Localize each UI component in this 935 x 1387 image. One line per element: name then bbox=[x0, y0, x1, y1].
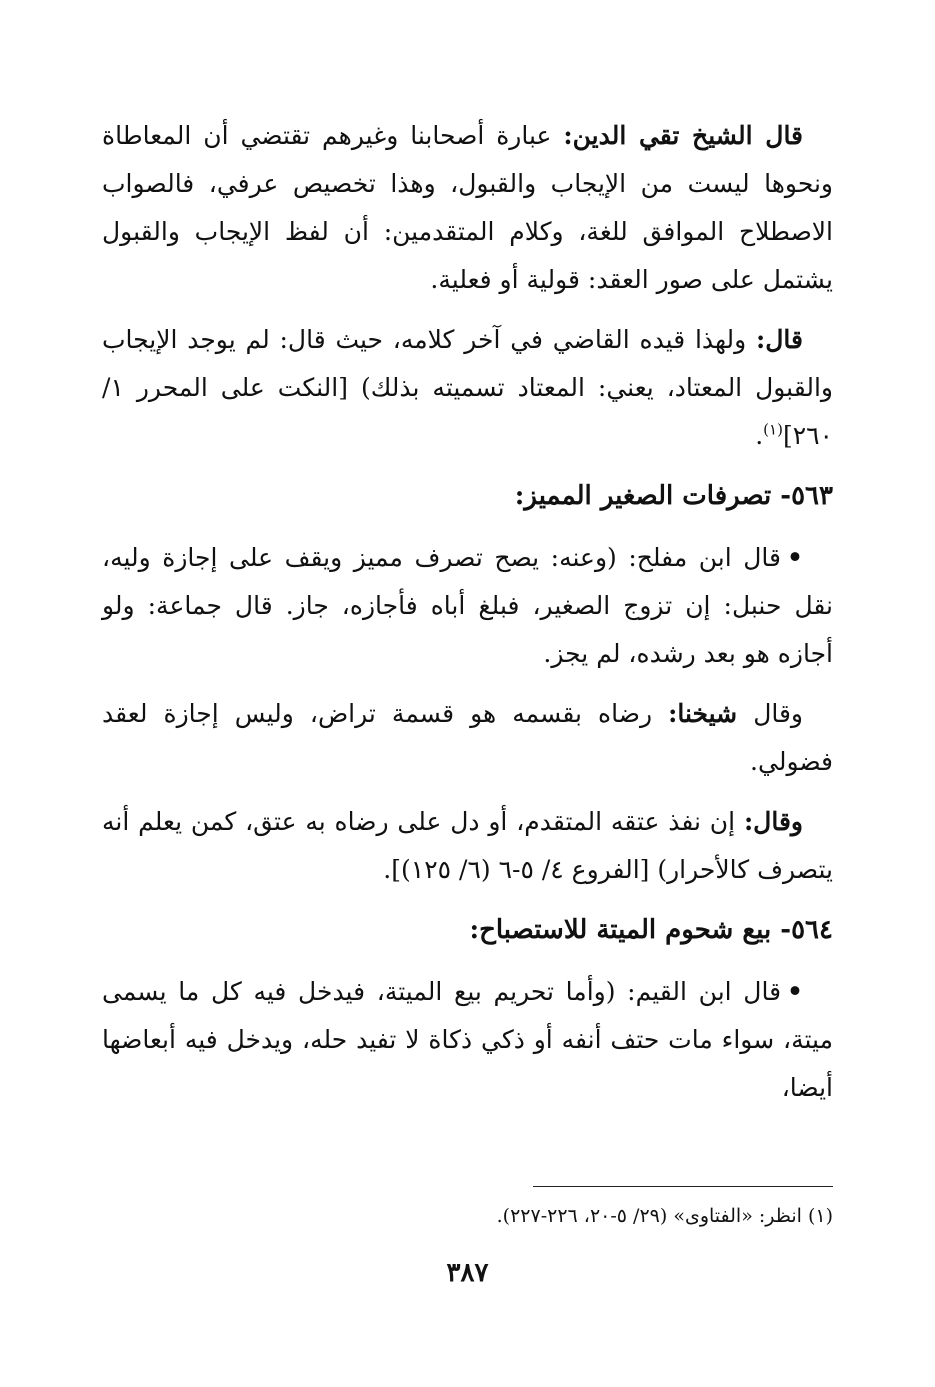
bullet-icon: • bbox=[787, 543, 803, 572]
section-563-paragraph-3-lead: وقال: bbox=[743, 807, 803, 836]
footnote-divider bbox=[533, 1186, 833, 1187]
paragraph-2 bbox=[102, 316, 833, 460]
section-563-paragraph-1 bbox=[102, 534, 833, 678]
footnote: (١) انظر: «الفتاوى» (٢٩/ ٥-٢٠، ٢٢٦-٢٢٧). bbox=[496, 1205, 833, 1227]
section-563-paragraph-3 bbox=[102, 798, 833, 894]
paragraph-2-text: ولهذا قيده القاضي في آخر كلامه، حيث قال: لم يوجد الإيجاب والقبول المعتاد، يعني: المعتاد تسميته بذلك) [النكت على المحرر ١/ ٢٦٠] bbox=[102, 325, 833, 450]
section-heading-564: ٥٦٤- بيع شحوم الميتة للاستصباح: bbox=[469, 915, 833, 945]
section-564-paragraph-1-text: قال ابن القيم: (وأما تحريم بيع الميتة، فيدخل فيه كل ما يسمى ميتة، سواء مات حتف أنفه أو ذكي ذكاة لا تفيد حله، ويدخل فيه أبعاضها أيضا، bbox=[102, 977, 833, 1102]
paragraph-1-text: عبارة أصحابنا وغيرهم تقتضي أن المعاطاة ونحوها ليست من الإيجاب والقبول، وهذا تخصيص عرفي، فالصواب الاصطلاح الموافق للغة، وكلام المتقدمين: أن لفظ الإيجاب والقبول يشتمل على صور العقد: قولية أو فعلية. bbox=[102, 121, 833, 294]
footnote-marker: (١) bbox=[763, 420, 783, 439]
section-563-paragraph-2-pre: وقال bbox=[737, 699, 803, 728]
section-heading-563: ٥٦٣- تصرفات الصغير المميز: bbox=[514, 481, 833, 511]
paragraph-1-lead: قال الشيخ تقي الدين: bbox=[563, 121, 804, 150]
page-number: ٣٨٧ bbox=[446, 1258, 489, 1288]
section-563-paragraph-3-text: إن نفذ عتقه المتقدم، أو دل على رضاه به عتق، كمن يعلم أنه يتصرف كالأحرار) [الفروع ٤/ ٥-٦ (٦/ ١٢٥)]. bbox=[102, 807, 833, 884]
paragraph-1 bbox=[102, 112, 833, 304]
paragraph-2-tail: . bbox=[755, 421, 764, 450]
section-564-paragraph-1 bbox=[102, 968, 833, 1112]
section-563-paragraph-2 bbox=[102, 690, 833, 786]
bullet-icon: • bbox=[787, 977, 803, 1006]
paragraph-2-lead: قال: bbox=[756, 325, 803, 354]
section-563-paragraph-1-text: قال ابن مفلح: (وعنه: يصح تصرف مميز ويقف على إجازة وليه، نقل حنبل: إن تزوج الصغير، فبلغ أباه فأجازه، جاز. قال جماعة: ولو أجازه هو بعد رشده، لم يجز. bbox=[102, 543, 833, 668]
page-body bbox=[102, 112, 833, 1124]
section-563-paragraph-2-text: رضاه بقسمه هو قسمة تراض، وليس إجازة لعقد فضولي. bbox=[102, 699, 833, 776]
section-563-paragraph-2-lead: شيخنا: bbox=[668, 699, 738, 728]
